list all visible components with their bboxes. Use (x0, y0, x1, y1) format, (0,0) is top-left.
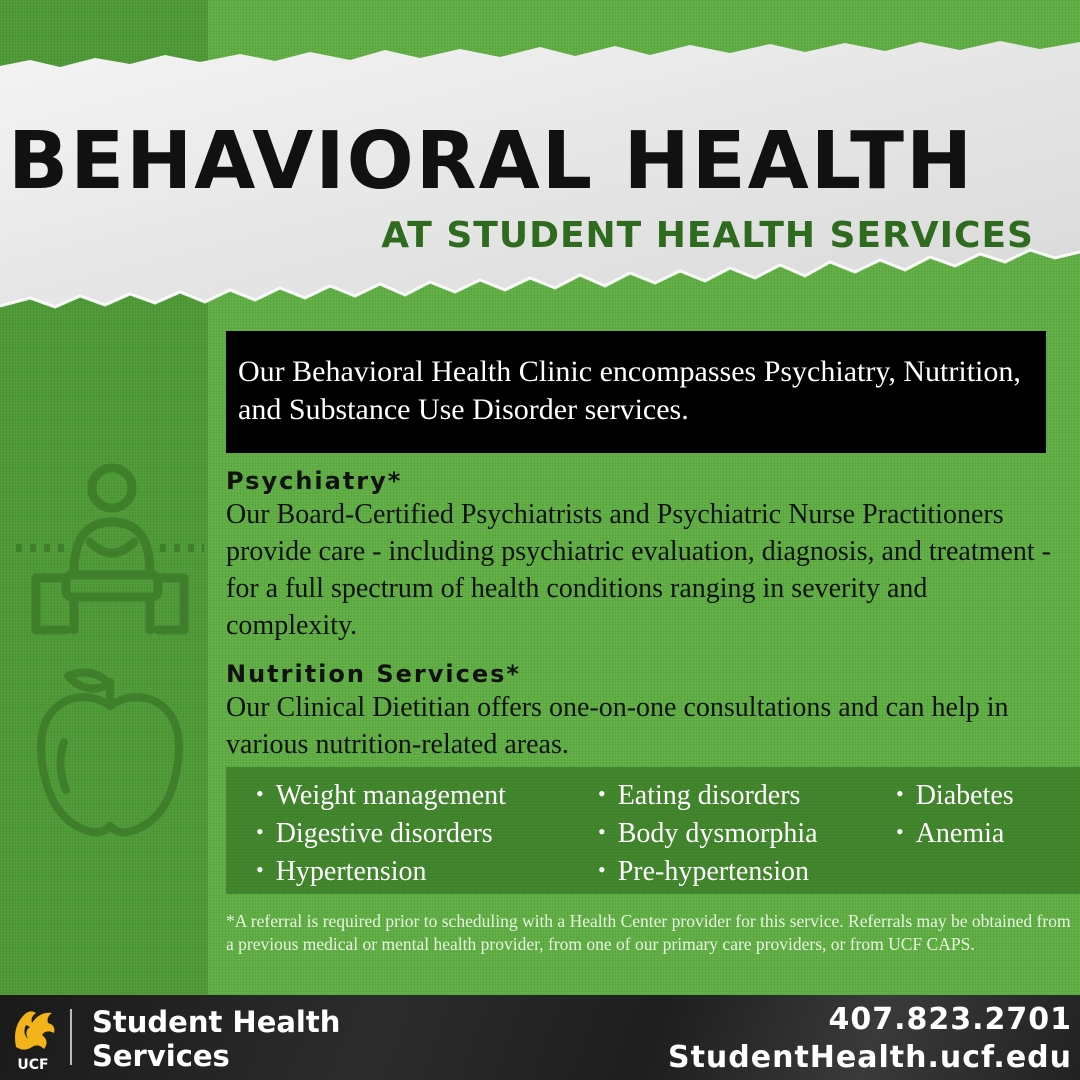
psychiatry-section (226, 466, 1056, 644)
list-item: • Body dysmorphia (598, 815, 818, 853)
intro-box (226, 331, 1046, 453)
person-meditating-icon (14, 460, 204, 640)
areas-column-3 (896, 777, 1014, 853)
footer-bar (0, 995, 1080, 1080)
org-name-line-2: Services (92, 1039, 230, 1073)
nutrition-body: Our Clinical Dietitian offers one-on-one consultations and can help in various nutrition-related areas. (226, 692, 1009, 760)
nutrition-areas-box (226, 767, 1080, 894)
contact-info (668, 1001, 1072, 1077)
apple-icon (30, 662, 190, 842)
areas-column-1 (256, 777, 506, 891)
list-item: • Digestive disorders (256, 815, 506, 853)
list-item: • Eating disorders (598, 777, 818, 815)
page-subtitle: AT STUDENT HEALTH SERVICES (381, 215, 1034, 256)
page-title: BEHAVIORAL HEALTH (8, 115, 975, 207)
list-item: • Diabetes (896, 777, 1014, 815)
list-item: • Pre-hypertension (598, 853, 818, 891)
nutrition-section (226, 659, 1056, 763)
list-item: • Weight management (256, 777, 506, 815)
list-item: • Hypertension (256, 853, 506, 891)
psychiatry-body: Our Board-Certified Psychiatrists and Psychiatric Nurse Practitioners provide care - including psychiatric evaluation, diagnosis, and treatment - for a full spectrum of health conditions ranging in severity and complexity. (226, 499, 1051, 641)
list-item: • Anemia (896, 815, 1014, 853)
referral-footnote: *A referral is required prior to scheduling with a Health Center provider for this service. Referrals may be obtained from a previous medical or mental health provider, from one of our primary care providers, or from UCF CAPS. (226, 911, 1071, 954)
ucf-logo-text: UCF (17, 1057, 49, 1073)
areas-column-2 (598, 777, 818, 891)
nutrition-heading: Nutrition Services* (226, 660, 521, 688)
phone-number[interactable]: 407.823.2701 (828, 1002, 1072, 1037)
footer-divider (70, 1009, 72, 1065)
org-name (92, 1005, 340, 1073)
org-name-line-1: Student Health (92, 1005, 341, 1039)
ucf-pegasus-logo (6, 1003, 60, 1073)
psychiatry-heading: Psychiatry* (226, 467, 403, 495)
intro-text: Our Behavioral Health Clinic encompasses Psychiatry, Nutrition, and Substance Use Disorder services. (238, 355, 1021, 426)
website-link[interactable]: StudentHealth.ucf.edu (667, 1040, 1072, 1075)
